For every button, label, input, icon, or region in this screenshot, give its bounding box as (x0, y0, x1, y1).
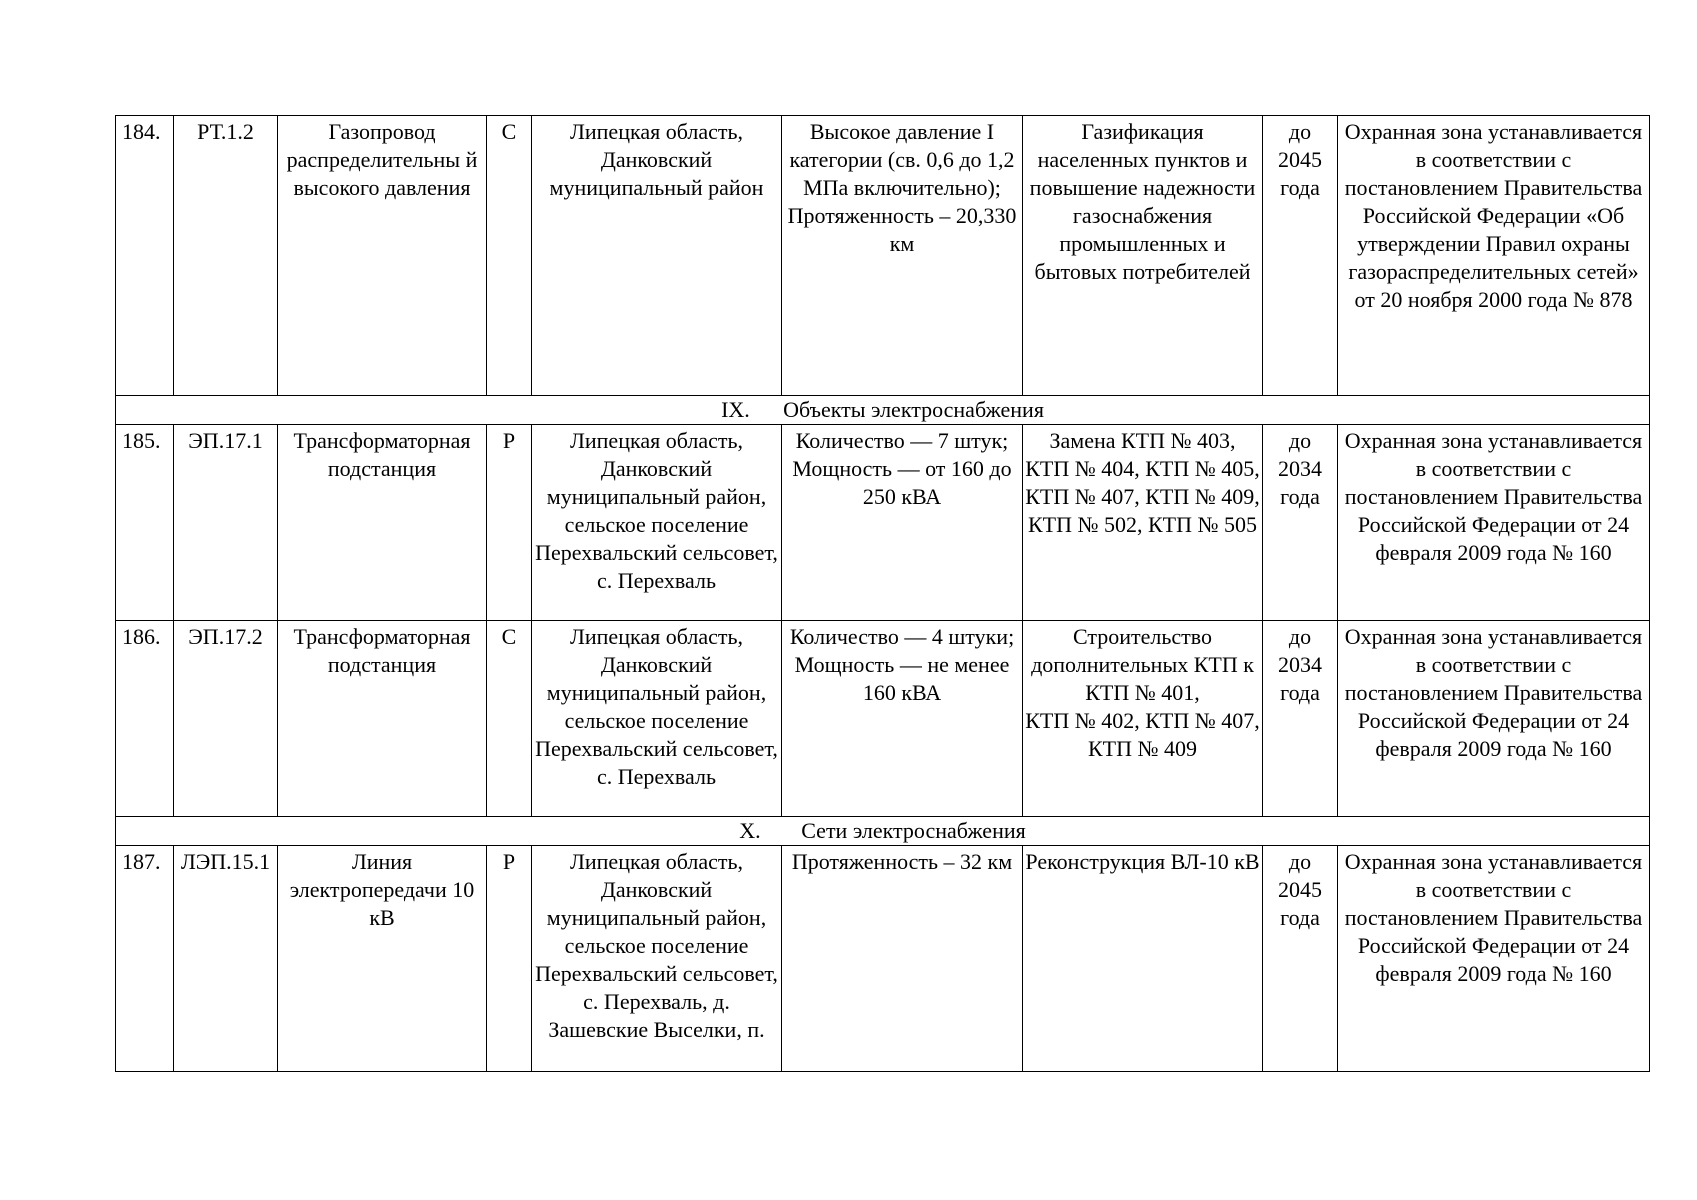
table-body (116, 116, 1650, 1072)
section-title: Объекты электроснабжения (783, 397, 1044, 422)
section-number: X. (739, 818, 761, 843)
table-row (116, 621, 1650, 817)
objects-table (115, 115, 1650, 1072)
implementation-term: до 2034 года (1263, 621, 1338, 817)
object-characteristics: Количество — 4 штуки; Мощность — не менее 160 кВА (782, 621, 1023, 817)
object-status: Р (487, 425, 532, 621)
implementation-term: до 2034 года (1263, 425, 1338, 621)
object-purpose: Строительство дополнительных КТП к КТП № 401, КТП № 402, КТП № 407, КТП № 409 (1023, 621, 1263, 817)
row-number: 185. (116, 425, 174, 621)
section-header-row (116, 396, 1650, 425)
object-characteristics: Высокое давление I категории (св. 0,6 до 1,2 МПа включительно); Протяженность – 20,330 км (782, 116, 1023, 396)
protection-zone: Охранная зона устанавливается в соответствии с постановлением Правительства Российской Федерации от 24 февраля 2009 года № 160 (1338, 621, 1650, 817)
object-name: Линия электропередачи 10 кВ (278, 846, 487, 1072)
implementation-term: до 2045 года (1263, 846, 1338, 1072)
table-row (116, 425, 1650, 621)
object-purpose: Реконструкция ВЛ-10 кВ (1023, 846, 1263, 1072)
object-characteristics: Протяженность – 32 км (782, 846, 1023, 1072)
section-header (116, 396, 1650, 425)
table-row (116, 116, 1650, 396)
object-purpose: Замена КТП № 403, КТП № 404, КТП № 405, КТП № 407, КТП № 409, КТП № 502, КТП № 505 (1023, 425, 1263, 621)
object-location: Липецкая область, Данковский муниципальный район, сельское поселение Перехвальский сельсовет, с. Перехваль, д. Зашевские Выселки, п. (532, 846, 782, 1072)
object-name: Трансформаторная подстанция (278, 621, 487, 817)
object-code: ЭП.17.1 (174, 425, 278, 621)
section-title: Сети электроснабжения (801, 818, 1026, 843)
object-code: ЛЭП.15.1 (174, 846, 278, 1072)
section-number: IX. (721, 397, 750, 422)
object-location: Липецкая область, Данковский муниципальный район, сельское поселение Перехвальский сельсовет, с. Перехваль (532, 621, 782, 817)
object-purpose: Газификация населенных пунктов и повышение надежности газоснабжения промышленных и бытовых потребителей (1023, 116, 1263, 396)
section-header-row (116, 817, 1650, 846)
object-code: РТ.1.2 (174, 116, 278, 396)
object-status: С (487, 621, 532, 817)
object-name: Трансформаторная подстанция (278, 425, 487, 621)
implementation-term: до 2045 года (1263, 116, 1338, 396)
object-code: ЭП.17.2 (174, 621, 278, 817)
object-status: С (487, 116, 532, 396)
object-location: Липецкая область, Данковский муниципальный район, сельское поселение Перехвальский сельсовет, с. Перехваль (532, 425, 782, 621)
protection-zone: Охранная зона устанавливается в соответствии с постановлением Правительства Российской Федерации от 24 февраля 2009 года № 160 (1338, 846, 1650, 1072)
section-header (116, 817, 1650, 846)
object-location: Липецкая область, Данковский муниципальный район (532, 116, 782, 396)
object-characteristics: Количество — 7 штук; Мощность — от 160 до 250 кВА (782, 425, 1023, 621)
row-number: 187. (116, 846, 174, 1072)
object-status: Р (487, 846, 532, 1072)
protection-zone: Охранная зона устанавливается в соответствии с постановлением Правительства Российской Федерации от 24 февраля 2009 года № 160 (1338, 425, 1650, 621)
protection-zone: Охранная зона устанавливается в соответствии с постановлением Правительства Российской Федерации «Об утверждении Правил охраны газораспределительных сетей» от 20 ноября 2000 года № 878 (1338, 116, 1650, 396)
row-number: 184. (116, 116, 174, 396)
row-number: 186. (116, 621, 174, 817)
object-name: Газопровод распределительны й высокого давления (278, 116, 487, 396)
table-row (116, 846, 1650, 1072)
